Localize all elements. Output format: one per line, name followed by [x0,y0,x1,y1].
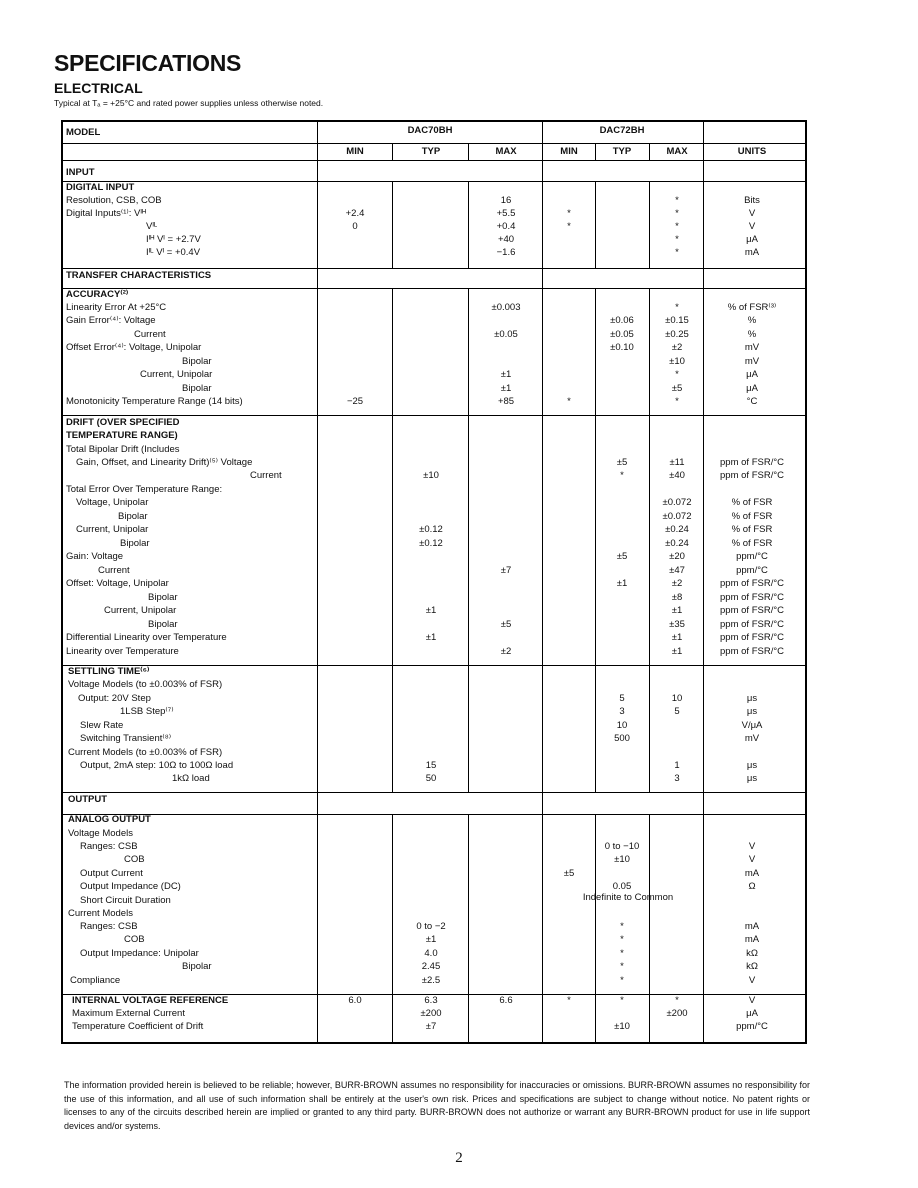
value-cell: ±1 [425,934,437,945]
value-cell: * [675,995,679,1006]
units-cell: ppm of FSR/°C [720,470,784,481]
parameter-label: Digital Inputs⁽¹⁾: Vᴵᴴ [66,208,147,219]
units-cell: V/μA [741,720,763,731]
parameter-label: COB [124,854,145,865]
value-cell: +0.4 [496,221,516,232]
value-cell: 50 [425,773,437,784]
value-cell: 6.3 [424,995,438,1006]
value-cell: −25 [346,396,364,407]
value-cell: ±7 [425,1021,437,1032]
value-cell: * [567,995,571,1006]
value-cell: ±1 [616,578,628,589]
parameter-label: Bipolar [182,961,212,972]
column-rule [468,665,469,792]
parameter-label: Current, Unipolar [104,605,177,616]
value-cell: 0 to −10 [604,841,640,852]
section-rule [61,181,807,182]
value-cell: ±5 [616,551,628,562]
parameter-label: Gain Error⁽⁴⁾: Voltage [66,315,156,326]
value-cell: 2.45 [421,961,441,972]
dac72-header: DAC72BH [599,125,645,136]
value-cell: ±10 [614,1021,630,1032]
value-cell: 5 [619,693,625,704]
value-cell: 4.0 [424,948,438,959]
value-cell: −1.6 [496,247,516,258]
units-cell: mA [744,934,760,945]
units-cell: ppm of FSR/°C [720,592,784,603]
section-heading: ACCURACY⁽²⁾ [66,289,129,300]
header-rule [61,143,807,144]
value-cell: ±7 [500,565,512,576]
column-rule [649,143,650,160]
column-rule [649,288,650,415]
column-rule [595,143,596,160]
parameter-label: Switching Transient⁽⁸⁾ [80,733,172,744]
parameter-label: 1kΩ load [172,773,210,784]
section-heading: ANALOG OUTPUT [68,814,151,825]
value-cell: 6.0 [348,995,362,1006]
value-cell: ±5 [671,383,683,394]
parameter-label: Resolution, CSB, COB [66,195,162,206]
section-heading: DIGITAL INPUT [66,182,135,193]
column-rule [392,288,393,415]
column-rule [649,181,650,268]
units-cell: Ω [748,881,756,892]
units-cell: % [747,315,757,326]
parameter-label: Short Circuit Duration [80,895,171,906]
dac70-typ-header: TYP [421,146,441,157]
value-cell: ±0.12 [419,538,443,549]
value-cell: ±0.003 [491,302,521,313]
value-cell: ±0.06 [610,315,634,326]
units-cell: V [748,975,756,986]
units-cell: ppm/°C [736,1021,768,1032]
value-cell: 10 [616,720,628,731]
column-rule [649,415,650,665]
units-header: UNITS [737,146,767,157]
parameter-label: Gain: Voltage [66,551,124,562]
parameter-label: Current [250,470,282,481]
value-cell: ±0.25 [665,329,689,340]
value-cell: ±5 [563,868,575,879]
model-header: MODEL [66,127,101,138]
value-cell: 0 to −2 [416,921,446,932]
value-cell: ±5 [500,619,512,630]
short-circuit-duration-value: Indefinite to Common [582,892,674,903]
value-cell: ±35 [669,619,685,630]
value-cell: ±0.24 [665,538,689,549]
value-cell: ±8 [671,592,683,603]
column-rule [392,415,393,665]
parameter-label: Voltage, Unipolar [76,497,149,508]
value-cell: * [675,195,679,206]
dac70-min-header: MIN [346,146,364,157]
column-rule [649,665,650,792]
parameter-label: Bipolar [148,619,178,630]
value-cell: ±40 [669,470,685,481]
parameter-label: Bipolar [118,511,148,522]
parameter-label: COB [124,934,145,945]
value-cell: ±20 [669,551,685,562]
section-rule [61,792,807,793]
parameter-label: Iᴵᴴ Vᴵ = +2.7V [146,234,201,245]
units-cell: ppm of FSR/°C [720,605,784,616]
units-cell: ppm/°C [736,565,768,576]
parameter-label: Ranges: CSB [80,841,138,852]
parameter-label: Current, Unipolar [140,369,213,380]
section-heading: INTERNAL VOLTAGE REFERENCE [72,995,229,1006]
units-cell: ppm/°C [736,551,768,562]
value-cell: * [567,208,571,219]
column-rule [703,120,704,1044]
dac70-max-header: MAX [495,146,517,157]
page-number: 2 [455,1150,463,1166]
parameter-label: Total Bipolar Drift (Includes [66,444,180,455]
parameter-label: Output, 2mA step: 10Ω to 100Ω load [80,760,234,771]
parameter-label: Output Impedance (DC) [80,881,181,892]
parameter-label: Output: 20V Step [78,693,151,704]
column-rule [595,181,596,268]
units-cell: ppm of FSR/°C [720,632,784,643]
section-rule [61,288,807,289]
section-heading: INPUT [66,167,95,178]
value-cell: * [620,934,624,945]
value-cell: 0.05 [612,881,632,892]
parameter-label: Total Error Over Temperature Range: [66,484,223,495]
dac72-max-header: MAX [666,146,688,157]
units-cell: Bits [744,195,760,206]
value-cell: 10 [671,693,683,704]
value-cell: * [567,221,571,232]
value-cell: ±2 [671,342,683,353]
parameter-label: Current [98,565,130,576]
column-rule [595,288,596,415]
column-rule [392,814,393,994]
parameter-label: Offset: Voltage, Unipolar [66,578,169,589]
value-cell: +40 [497,234,515,245]
value-cell: * [620,470,624,481]
units-cell: V [748,208,756,219]
value-cell: * [675,221,679,232]
parameter-label: Current [134,329,166,340]
value-cell: 5 [674,706,680,717]
parameter-label: Slew Rate [80,720,124,731]
value-cell: ±2 [671,578,683,589]
units-cell: V [748,995,756,1006]
units-cell: % of FSR [731,511,773,522]
value-cell: 16 [500,195,512,206]
parameter-label: Output Impedance: Unipolar [80,948,199,959]
section-rule [61,665,807,666]
value-cell: ±0.072 [662,511,692,522]
units-cell: % of FSR [731,524,773,535]
value-cell: 6.6 [499,995,513,1006]
header-bottom-rule [61,160,807,161]
column-rule [595,814,596,994]
column-rule [392,665,393,792]
value-cell: * [675,247,679,258]
value-cell: ±1 [671,605,683,616]
units-cell: μA [746,234,758,245]
value-cell: * [675,234,679,245]
units-cell: V [748,221,756,232]
units-cell: kΩ [746,948,758,959]
units-cell: kΩ [746,961,758,972]
units-cell: μs [746,693,758,704]
parameter-label: Differential Linearity over Temperature [66,632,227,643]
parameter-label: 1LSB Step⁽⁷⁾ [120,706,174,717]
dac70-header: DAC70BH [407,125,453,136]
value-cell: ±1 [500,369,512,380]
section-heading: DRIFT (OVER SPECIFIED [66,417,180,428]
value-cell: ±0.15 [665,315,689,326]
column-rule [392,181,393,268]
section-heading: SETTLING TIME⁽⁶⁾ [68,666,150,677]
column-rule [595,994,596,1044]
value-cell: ±2 [500,646,512,657]
parameter-label: Vᴵᴸ [146,221,158,232]
units-cell: % of FSR [731,538,773,549]
parameter-label: Monotonicity Temperature Range (14 bits) [66,396,243,407]
units-cell: μA [746,383,758,394]
value-cell: ±10 [423,470,439,481]
units-cell: mA [744,868,760,879]
units-cell: μs [746,706,758,717]
parameter-label: Iᴵᴸ Vᴵ = +0.4V [146,247,201,258]
column-rule [468,288,469,415]
value-cell: ±0.12 [419,524,443,535]
parameter-label: Temperature Coefficient of Drift [72,1021,204,1032]
value-cell: * [675,302,679,313]
page-title: SPECIFICATIONS [54,50,242,76]
value-cell: ±1 [671,632,683,643]
value-cell: * [675,208,679,219]
value-cell: * [620,948,624,959]
column-rule [468,814,469,994]
value-cell: +85 [497,396,515,407]
parameter-label: Voltage Models (to ±0.003% of FSR) [68,679,223,690]
section-rule [61,415,807,416]
value-cell: ±0.05 [610,329,634,340]
column-rule [468,143,469,160]
column-rule [468,994,469,1044]
column-rule [468,415,469,665]
value-cell: 1 [674,760,680,771]
parameter-label: Ranges: CSB [80,921,138,932]
value-cell: ±10 [614,854,630,865]
units-cell: mA [744,921,760,932]
column-rule [468,181,469,268]
dac72-typ-header: TYP [612,146,632,157]
column-rule [542,120,543,1044]
value-cell: 500 [614,733,630,744]
disclaimer-footer: The information provided herein is believed to be reliable; however, BURR-BROWN assumes no responsibility for inaccuracies or omissions. BURR-BROWN assumes no responsibility for the use of this information, and all use of such information shall be entirely at the user's own risk. Prices and specifications are subject to change without notice. No patent rights or licenses to any of the circuits described herein are implied or granted to any third party. BURR-BROWN does not authorize or warrant any BURR-BROWN product for use in life support devices and/or systems. [64,1080,810,1131]
value-cell: ±2.5 [421,975,441,986]
units-cell: °C [746,396,758,407]
parameter-label: Bipolar [182,383,212,394]
units-cell: ppm of FSR/°C [720,457,784,468]
section-rule [61,268,807,269]
value-cell: ±200 [420,1008,442,1019]
parameter-label: Current, Unipolar [76,524,149,535]
units-cell: ppm of FSR/°C [720,646,784,657]
units-cell: V [748,854,756,865]
value-cell: * [675,396,679,407]
units-cell: mA [744,247,760,258]
units-cell: μs [746,773,758,784]
parameter-label: Bipolar [120,538,150,549]
value-cell: * [620,961,624,972]
value-cell: ±0.10 [610,342,634,353]
parameter-label: Maximum External Current [72,1008,185,1019]
parameter-label: Current Models [68,908,133,919]
value-cell: ±11 [669,457,685,468]
parameter-label: Linearity over Temperature [66,646,179,657]
parameter-label: Output Current [80,868,143,879]
value-cell: ±1 [425,605,437,616]
section-heading: TEMPERATURE RANGE) [66,430,178,441]
units-cell: ppm of FSR/°C [720,578,784,589]
section-heading: OUTPUT [68,794,108,805]
parameter-label: Gain, Offset, and Linearity Drift)⁽⁵⁾ Voltage [76,457,253,468]
section-heading: TRANSFER CHARACTERISTICS [66,270,212,281]
column-rule [595,665,596,792]
value-cell: ±200 [666,1008,688,1019]
column-rule [595,415,596,665]
units-cell: % of FSR [731,497,773,508]
value-cell: ±1 [500,383,512,394]
units-cell: V [748,841,756,852]
parameter-label: Voltage Models [68,828,133,839]
table-frame [61,120,807,1044]
units-cell: ppm of FSR/°C [720,619,784,630]
parameter-label: Compliance [70,975,121,986]
value-cell: * [675,369,679,380]
value-cell: * [620,921,624,932]
value-cell: ±10 [669,356,685,367]
units-cell: % of FSR⁽³⁾ [727,302,777,313]
section-subtitle: ELECTRICAL [54,80,143,96]
value-cell: +2.4 [345,208,365,219]
units-cell: μA [746,1008,758,1019]
units-cell: % [747,329,757,340]
value-cell: ±5 [616,457,628,468]
value-cell: ±47 [669,565,685,576]
value-cell: ±0.072 [662,497,692,508]
value-cell: * [567,396,571,407]
value-cell: 3 [674,773,680,784]
dac72-min-header: MIN [560,146,578,157]
value-cell: +5.5 [496,208,516,219]
column-rule [649,814,650,994]
parameter-label: Current Models (to ±0.003% of FSR) [68,747,223,758]
parameter-label: Linearity Error At +25°C [66,302,167,313]
section-rule [61,814,807,815]
units-cell: mV [744,356,760,367]
units-cell: mV [744,733,760,744]
conditions-note: Typical at Tₐ = +25°C and rated power supplies unless otherwise noted. [54,98,324,108]
value-cell: * [620,975,624,986]
units-cell: μA [746,369,758,380]
parameter-label: Bipolar [182,356,212,367]
units-cell: μs [746,760,758,771]
column-rule [317,120,318,1044]
value-cell: ±1 [671,646,683,657]
value-cell: 3 [619,706,625,717]
value-cell: 0 [352,221,358,232]
value-cell: 15 [425,760,437,771]
column-rule [649,994,650,1044]
parameter-label: Bipolar [148,592,178,603]
units-cell: mV [744,342,760,353]
parameter-label: Offset Error⁽⁴⁾: Voltage, Unipolar [66,342,202,353]
column-rule [392,143,393,160]
value-cell: ±1 [425,632,437,643]
column-rule [392,994,393,1044]
value-cell: ±0.24 [665,524,689,535]
value-cell: ±0.05 [494,329,518,340]
value-cell: * [620,995,624,1006]
